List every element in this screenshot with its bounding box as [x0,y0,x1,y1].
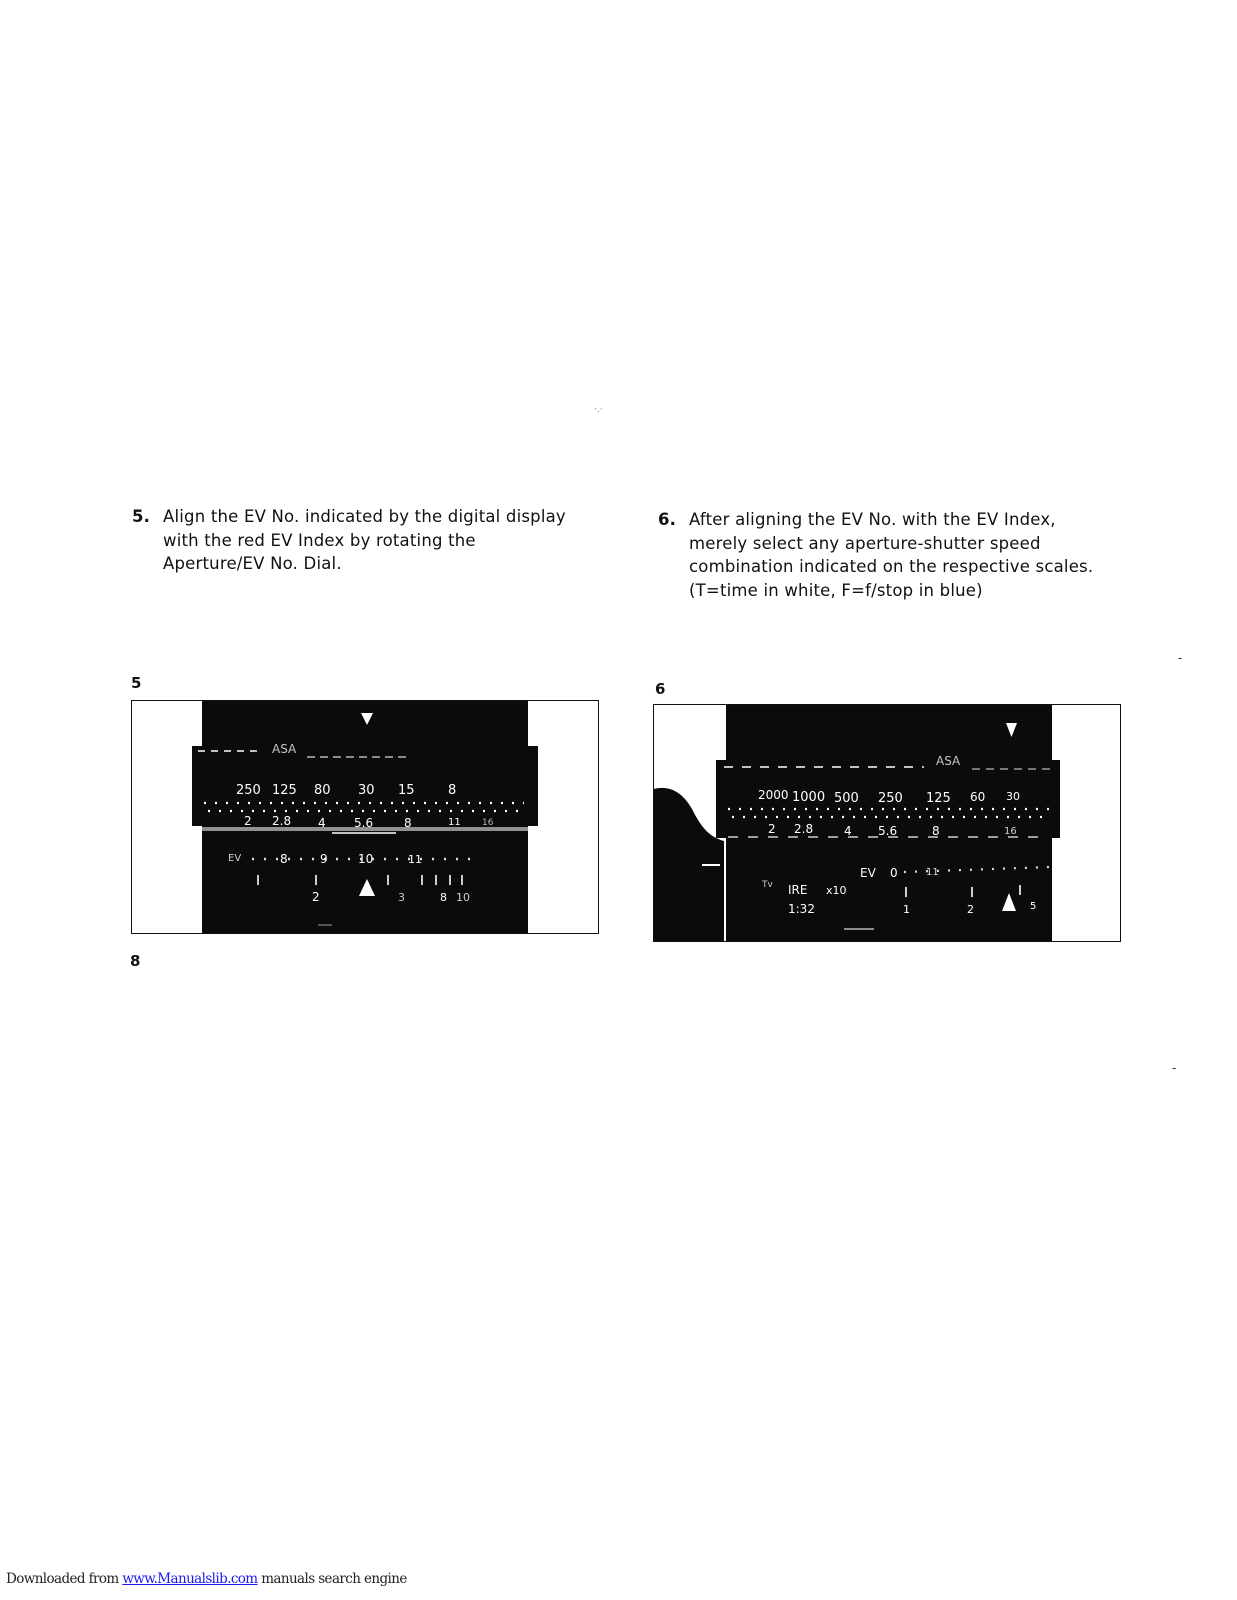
figure-6-label: 6 [655,680,666,698]
step-6-line-2: merely select any aperture-shutter speed [689,533,1041,553]
figure-6-photo [653,704,1121,942]
ev-value: 10 [358,852,374,866]
distance-value: 5 [1030,901,1037,912]
step-6-line-4: (T=time in white, F=f/stop in blue) [689,580,983,600]
aperture-value: 2.8 [272,814,292,828]
asa-label: ASA [272,742,297,756]
footer-prefix: Downloaded from [6,1571,123,1587]
aperture-value: 5.6 [354,816,374,830]
ev-value: 8 [280,852,288,866]
multiplier-label: x10 [826,884,847,897]
shutter-value: 15 [398,783,415,798]
ratio-label: 1:32 [788,902,815,916]
distance-value: 2 [967,903,974,916]
step-6-number: 6. [658,510,677,529]
step-5-line-3: Aperture/EV No. Dial. [163,554,342,573]
distance-value: 1 [903,903,910,916]
aperture-value: 4 [318,816,326,830]
asa-label: ASA [936,754,961,768]
aperture-value: 8 [932,824,940,838]
aperture-value: 11 [448,817,461,828]
step-6-line-1: After aligning the EV No. with the EV Index, [689,510,1056,529]
distance-value: 2 [312,890,320,904]
shutter-value: 125 [926,791,951,806]
shutter-value: 500 [834,791,859,806]
shutter-value: 30 [358,783,375,798]
ev-value: 11 [408,853,422,866]
shutter-value: 30 [1006,790,1020,803]
scan-mark: - [1178,651,1183,665]
lens-dial-photo-6 [654,705,1120,941]
footer-attribution [6,1571,407,1587]
ev-label: EV [860,866,876,880]
ev-value: 0 [890,866,898,880]
step-6-instruction [658,508,1093,602]
shutter-value: 8 [448,783,457,798]
aperture-value: 2 [768,822,776,836]
aperture-value: 2 [244,814,252,828]
distance-value: 8 [440,891,447,904]
aperture-value: 5.6 [878,824,898,838]
shutter-value: 250 [878,791,903,806]
shutter-value: 1000 [792,790,826,805]
distance-value: 10 [456,891,470,904]
shutter-value: 2000 [758,788,789,802]
tv-label: Tv [762,880,773,890]
scan-speck: ·.· [594,405,603,415]
step-6-line-3: combination indicated on the respective scales. [689,557,1094,576]
manualslib-link[interactable]: www.Manualslib.com [122,1571,258,1587]
aperture-value: 16 [482,818,494,828]
figure-5-photo [131,700,599,934]
shutter-value: 80 [314,783,331,798]
ev-value: 9 [320,852,328,866]
page-number: 8 [130,952,141,970]
step-5-instruction [132,505,566,576]
aperture-value: 2.8 [794,822,814,836]
scan-mark: - [1172,1061,1177,1075]
step-5-line-2: with the red EV Index by rotating the [163,530,476,550]
aperture-value: 16 [1004,826,1017,837]
ev-label: EV [228,853,242,864]
ire-label: IRE [788,883,808,897]
shutter-value: 125 [272,783,297,798]
lens-dial-photo-5 [132,701,598,933]
ev-value: 11 [926,867,939,878]
aperture-value: 4 [844,824,852,838]
distance-value: 3 [398,891,405,904]
shutter-value: 250 [236,783,261,798]
step-5-number: 5. [132,507,151,526]
figure-5-label: 5 [131,674,142,692]
footer-suffix: manuals search engine [257,1571,407,1587]
step-5-line-1: Align the EV No. indicated by the digital display [163,507,566,526]
aperture-value: 8 [404,816,412,830]
shutter-value: 60 [970,790,986,804]
